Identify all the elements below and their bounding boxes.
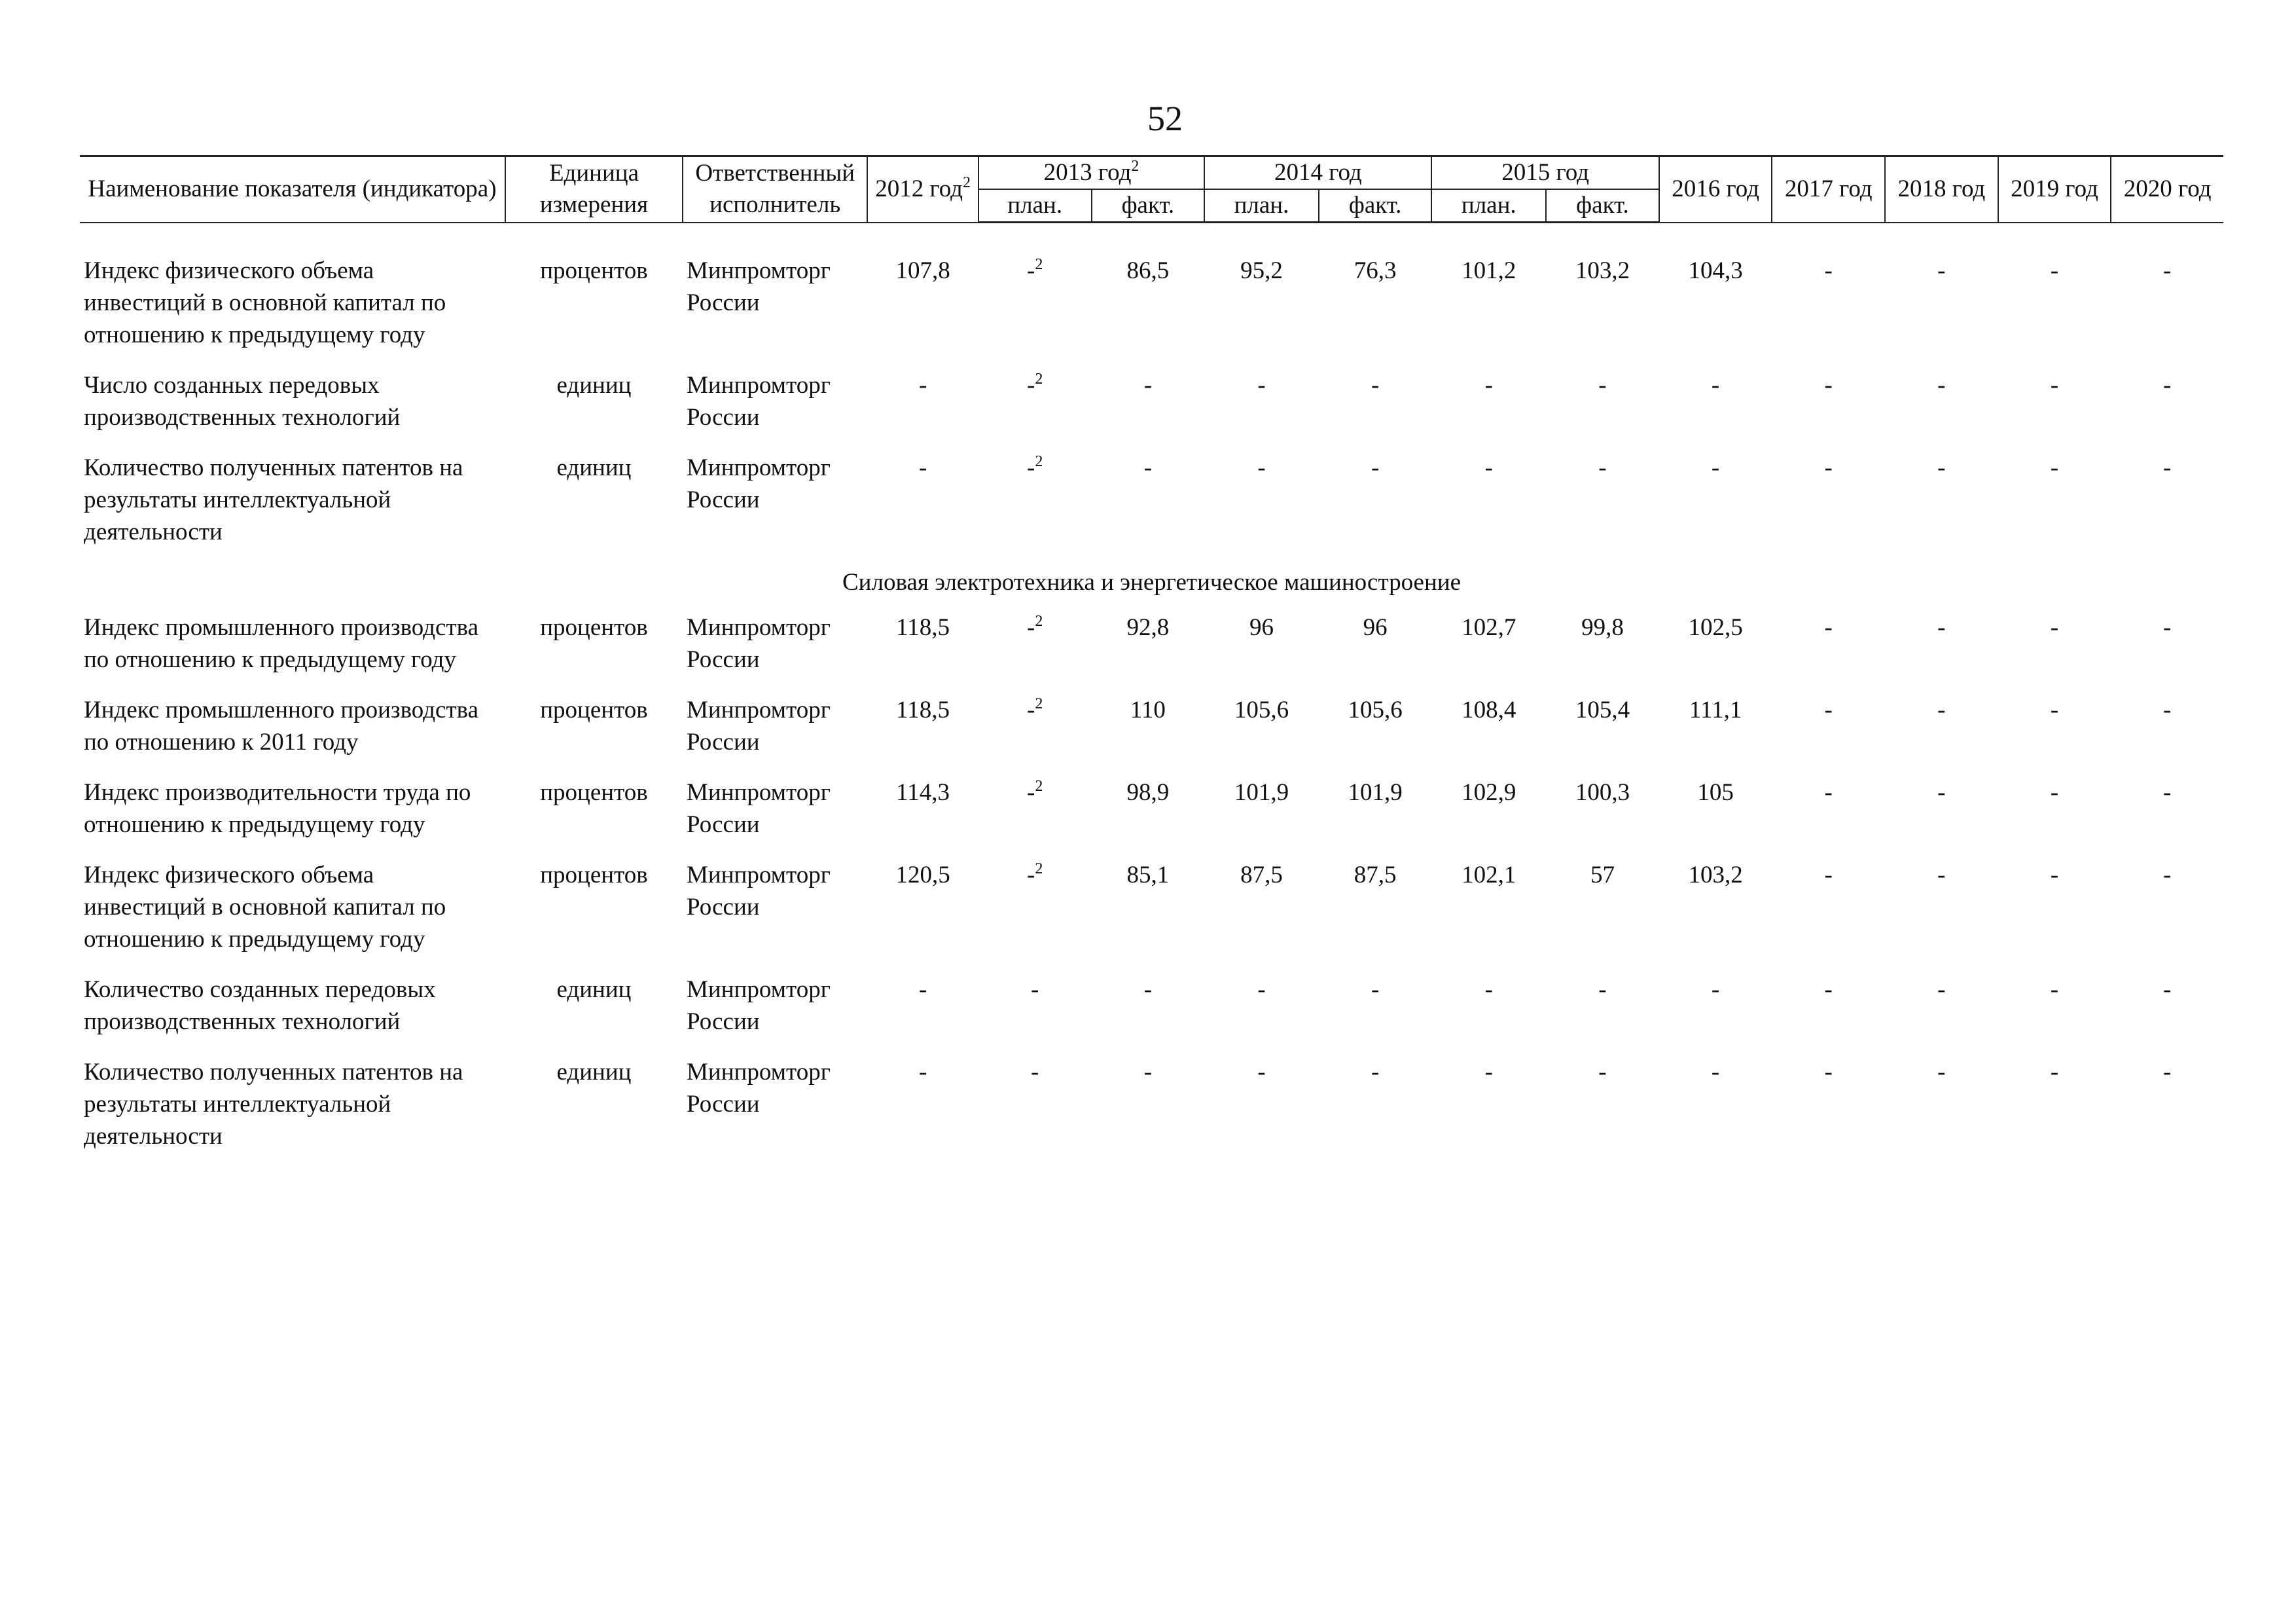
value-cell-2019: - <box>2050 862 2059 888</box>
value-cell-2013-plan <box>978 1056 1092 1171</box>
table-row <box>80 1056 2223 1171</box>
value-cell-2016: - <box>1711 454 1720 481</box>
footnote-mark: 2 <box>963 174 971 192</box>
value-cell-2019: - <box>2050 1059 2059 1085</box>
value-cell-2015-plan: 108,4 <box>1462 697 1516 723</box>
value-cell-2016: 111,1 <box>1689 697 1742 723</box>
table-row <box>80 611 2223 694</box>
value-cell-2013-plan <box>978 369 1092 452</box>
indicator-name: Индекс промышленного производства по отношению к предыдущему году <box>84 614 479 673</box>
table-row <box>80 452 2223 566</box>
value-cell-2014-fact: - <box>1371 454 1380 481</box>
value-cell-2020: - <box>2162 454 2172 481</box>
value-cell-2014-plan: 105,6 <box>1234 697 1289 723</box>
value-cell-2016: - <box>1711 1059 1720 1085</box>
indicator-name: Индекс физического объема инвестиций в основной капитал по отношению к предыдущему году <box>84 862 446 953</box>
value-cell-2015-fact: 105,4 <box>1575 697 1630 723</box>
footnote-mark: 2 <box>1035 256 1043 273</box>
value-cell-2014-plan: 95,2 <box>1240 257 1283 284</box>
responsible-cell: Минпромторг России <box>687 454 831 513</box>
value-cell-2020: - <box>2162 372 2172 399</box>
indicators-table <box>80 155 2223 1171</box>
footnote-mark: 2 <box>1131 158 1139 175</box>
value-cell-2016: 104,3 <box>1688 257 1743 284</box>
value-cell-2020: - <box>2162 1059 2172 1085</box>
unit-cell: единиц <box>556 1059 632 1085</box>
value-cell-2017: - <box>1824 779 1833 806</box>
value-cell-2013-fact: 98,9 <box>1126 779 1170 806</box>
header-2014: 2014 год <box>1204 156 1431 190</box>
responsible-cell: Минпромторг России <box>687 697 831 756</box>
value-cell-2012: 118,5 <box>896 697 950 723</box>
value-cell-2014-plan: - <box>1257 976 1266 1003</box>
value-cell-2015-fact: 100,3 <box>1575 779 1630 806</box>
value-cell-2012: 107,8 <box>895 257 950 284</box>
unit-cell: процентов <box>540 257 648 284</box>
value-cell-2018: - <box>1937 697 1946 723</box>
value-text: - <box>1027 454 1035 481</box>
value-cell-2019: - <box>2050 614 2059 641</box>
value-cell-2012: 114,3 <box>896 779 950 806</box>
value-cell-2016: 105 <box>1697 779 1734 806</box>
value-cell-2019: - <box>2050 257 2059 284</box>
value-text: - <box>1027 372 1035 399</box>
value-cell-2017: - <box>1824 614 1833 641</box>
table-row <box>80 859 2223 974</box>
value-cell-2013-fact: - <box>1143 976 1153 1003</box>
table-row <box>80 974 2223 1056</box>
value-cell-2015-fact: - <box>1598 372 1607 399</box>
value-cell-2012: - <box>918 1059 927 1085</box>
value-cell-2018: - <box>1937 372 1946 399</box>
value-cell-2015-fact: - <box>1598 454 1607 481</box>
section-title: Силовая электротехника и энергетическое машиностроение <box>842 569 1461 596</box>
responsible-cell: Минпромторг России <box>687 779 831 838</box>
value-cell-2014-fact: 87,5 <box>1354 862 1397 888</box>
header-2015-plan: план. <box>1431 189 1546 223</box>
value-cell-2018: - <box>1937 1059 1946 1085</box>
responsible-cell: Минпромторг России <box>687 1059 831 1118</box>
value-text: - <box>1027 862 1035 888</box>
value-cell-2017: - <box>1824 862 1833 888</box>
header-2014-fact: факт. <box>1319 189 1432 223</box>
value-cell-2013-plan <box>978 694 1092 776</box>
value-cell-2014-fact: 76,3 <box>1354 257 1397 284</box>
footnote-mark: 2 <box>1035 778 1043 795</box>
value-cell-2017: - <box>1824 372 1833 399</box>
responsible-cell: Минпромторг России <box>687 976 831 1035</box>
value-cell-2014-plan: - <box>1257 372 1266 399</box>
header-2013: 2013 год$^2$ <box>978 156 1204 190</box>
value-cell-2012: - <box>918 976 927 1003</box>
value-cell-2015-fact: - <box>1598 976 1607 1003</box>
value-cell-2016: - <box>1711 372 1720 399</box>
unit-cell: единиц <box>556 454 632 481</box>
unit-cell: процентов <box>540 779 648 806</box>
value-cell-2017: - <box>1824 976 1833 1003</box>
responsible-cell: Минпромторг России <box>687 257 831 316</box>
value-cell-2014-fact: 105,6 <box>1348 697 1403 723</box>
value-cell-2013-plan <box>978 611 1092 694</box>
value-cell-2013-plan <box>978 974 1092 1056</box>
value-cell-2017: - <box>1824 1059 1833 1085</box>
section-row <box>80 566 2223 611</box>
page-number: 52 <box>1147 99 1183 138</box>
table-body <box>80 223 2223 1171</box>
value-cell-2013-fact: 86,5 <box>1126 257 1170 284</box>
header-unit: Единица измерения <box>505 156 683 223</box>
value-cell-2013-fact: - <box>1143 1059 1153 1085</box>
value-cell-2020: - <box>2162 257 2172 284</box>
value-text: - <box>1027 257 1035 284</box>
value-cell-2015-plan: - <box>1484 976 1493 1003</box>
value-cell-2015-fact: - <box>1598 1059 1607 1085</box>
value-cell-2019: - <box>2050 976 2059 1003</box>
footnote-mark: 2 <box>1035 613 1043 630</box>
value-cell-2013-plan <box>978 255 1092 369</box>
value-cell-2015-plan: - <box>1484 372 1493 399</box>
header-2012: 2012 год$^2$ <box>867 156 978 223</box>
value-cell-2017: - <box>1824 454 1833 481</box>
unit-cell: процентов <box>540 697 648 723</box>
table-row <box>80 369 2223 452</box>
value-cell-2012: - <box>918 372 927 399</box>
value-cell-2018: - <box>1937 257 1946 284</box>
indicator-name: Количество созданных передовых производственных технологий <box>84 976 436 1035</box>
value-cell-2015-plan: 102,1 <box>1462 862 1516 888</box>
responsible-cell: Минпромторг России <box>687 372 831 431</box>
value-cell-2020: - <box>2162 697 2172 723</box>
value-cell-2018: - <box>1937 862 1946 888</box>
indicator-name: Индекс производительности труда по отношению к предыдущему году <box>84 779 471 838</box>
value-cell-2013-plan <box>978 859 1092 974</box>
value-cell-2015-fact: 57 <box>1590 862 1615 888</box>
header-responsible: Ответственный исполнитель <box>683 156 867 223</box>
value-cell-2015-plan: - <box>1484 454 1493 481</box>
value-text: - <box>1027 779 1035 806</box>
value-cell-2015-fact: 103,2 <box>1575 257 1630 284</box>
value-cell-2013-plan <box>978 776 1092 859</box>
value-cell-2016: 102,5 <box>1688 614 1743 641</box>
value-cell-2012: - <box>918 454 927 481</box>
value-cell-2016: - <box>1711 976 1720 1003</box>
value-cell-2013-fact: - <box>1143 454 1153 481</box>
value-cell-2013-plan <box>978 452 1092 566</box>
value-cell-2014-plan: 96 <box>1249 614 1274 641</box>
value-text: - <box>1031 1059 1039 1085</box>
value-cell-2013-fact: 110 <box>1130 697 1166 723</box>
value-cell-2015-plan: 102,9 <box>1462 779 1516 806</box>
footnote-mark: 2 <box>1035 371 1043 388</box>
unit-cell: единиц <box>556 372 632 399</box>
footnote-mark: 2 <box>1035 453 1043 470</box>
value-cell-2013-fact: 85,1 <box>1126 862 1170 888</box>
footnote-mark: 2 <box>1035 860 1043 877</box>
responsible-cell: Минпромторг России <box>687 862 831 921</box>
value-cell-2019: - <box>2050 779 2059 806</box>
value-cell-2015-plan: - <box>1484 1059 1493 1085</box>
value-cell-2020: - <box>2162 976 2172 1003</box>
responsible-cell: Минпромторг России <box>687 614 831 673</box>
value-cell-2018: - <box>1937 976 1946 1003</box>
header-2015: 2015 год <box>1431 156 1659 190</box>
value-cell-2019: - <box>2050 372 2059 399</box>
unit-cell: процентов <box>540 862 648 888</box>
header-2014-plan: план. <box>1204 189 1319 223</box>
footnote-mark: 2 <box>1035 695 1043 712</box>
table-row <box>80 255 2223 369</box>
value-cell-2014-fact: 96 <box>1363 614 1388 641</box>
indicator-name: Число созданных передовых производственных технологий <box>84 372 401 431</box>
value-text: - <box>1027 697 1035 723</box>
header-2018: 2018 год <box>1885 156 1998 223</box>
header-2015-fact: факт. <box>1546 189 1659 223</box>
value-cell-2014-plan: - <box>1257 1059 1266 1085</box>
value-cell-2017: - <box>1824 257 1833 284</box>
value-cell-2013-fact: 92,8 <box>1126 614 1170 641</box>
header-2013-fact: факт. <box>1092 189 1205 223</box>
header-2016: 2016 год <box>1659 156 1772 223</box>
header-2020: 2020 год <box>2111 156 2223 223</box>
value-cell-2014-plan: - <box>1257 454 1266 481</box>
value-cell-2015-plan: 101,2 <box>1462 257 1516 284</box>
value-cell-2018: - <box>1937 779 1946 806</box>
value-cell-2020: - <box>2162 614 2172 641</box>
value-cell-2019: - <box>2050 697 2059 723</box>
value-cell-2015-plan: 102,7 <box>1462 614 1516 641</box>
header-name: Наименование показателя (индикатора) <box>80 156 505 223</box>
value-cell-2020: - <box>2162 862 2172 888</box>
indicator-name: Индекс промышленного производства по отношению к 2011 году <box>84 697 479 756</box>
value-cell-2017: - <box>1824 697 1833 723</box>
unit-cell: единиц <box>556 976 632 1003</box>
indicator-name: Индекс физического объема инвестиций в основной капитал по отношению к предыдущему году <box>84 257 446 348</box>
value-cell-2014-fact: - <box>1371 372 1380 399</box>
value-cell-2013-fact: - <box>1143 372 1153 399</box>
value-cell-2019: - <box>2050 454 2059 481</box>
value-cell-2014-fact: - <box>1371 976 1380 1003</box>
unit-cell: процентов <box>540 614 648 641</box>
indicator-name: Количество полученных патентов на результаты интеллектуальной деятельности <box>84 1059 463 1150</box>
value-cell-2012: 120,5 <box>895 862 950 888</box>
header-2017: 2017 год <box>1772 156 1885 223</box>
value-cell-2015-fact: 99,8 <box>1581 614 1624 641</box>
header-2013-plan: план. <box>978 189 1092 223</box>
value-cell-2014-plan: 87,5 <box>1240 862 1283 888</box>
table-row <box>80 694 2223 776</box>
value-cell-2016: 103,2 <box>1688 862 1743 888</box>
table-row <box>80 776 2223 859</box>
value-text: - <box>1027 614 1035 641</box>
indicator-name: Количество полученных патентов на результаты интеллектуальной деятельности <box>84 454 463 545</box>
value-text: - <box>1031 976 1039 1003</box>
value-cell-2014-fact: 101,9 <box>1348 779 1403 806</box>
value-cell-2020: - <box>2162 779 2172 806</box>
value-cell-2018: - <box>1937 454 1946 481</box>
value-cell-2014-fact: - <box>1371 1059 1380 1085</box>
value-cell-2012: 118,5 <box>896 614 950 641</box>
value-cell-2014-plan: 101,9 <box>1234 779 1289 806</box>
header-2019: 2019 год <box>1998 156 2111 223</box>
value-cell-2018: - <box>1937 614 1946 641</box>
